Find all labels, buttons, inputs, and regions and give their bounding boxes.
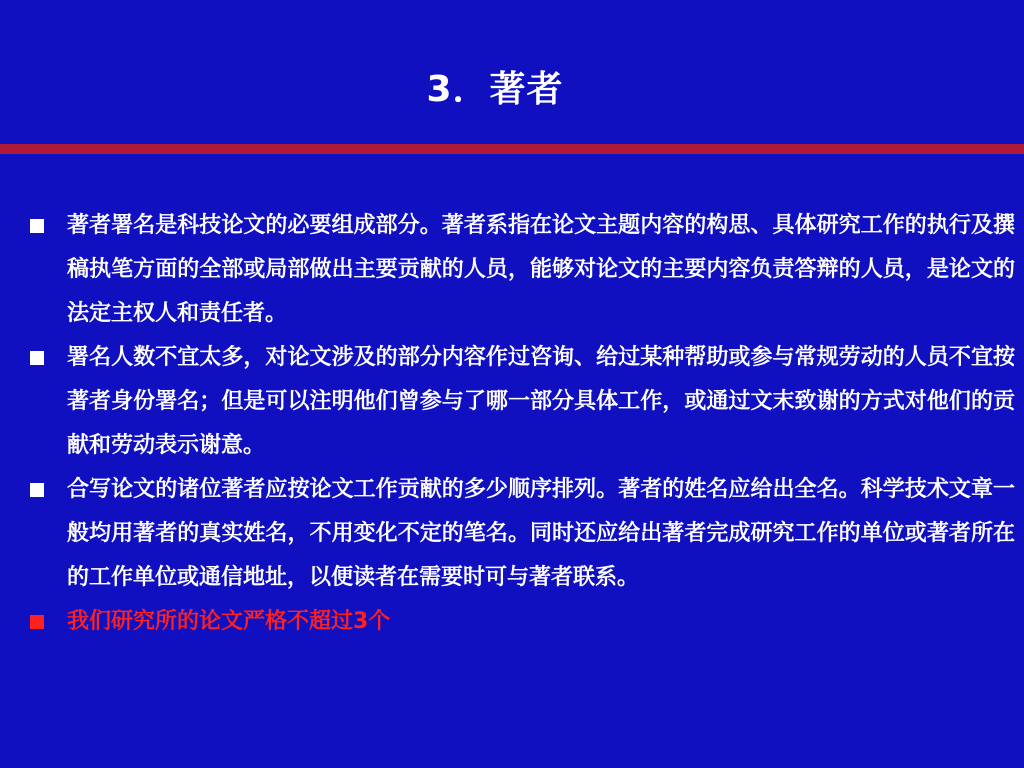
title-divider <box>0 144 1024 154</box>
square-bullet-icon <box>30 219 44 233</box>
bullet-item-institute-rule <box>30 600 1015 644</box>
bullet-text: 我们研究所的论文严格不超过3个 <box>67 609 391 634</box>
bullet-item-author-order <box>30 468 1015 600</box>
bullet-list <box>30 204 1015 644</box>
square-bullet-icon <box>30 351 44 365</box>
bullet-text: 合写论文的诸位著者应按论文工作贡献的多少顺序排列。著者的姓名应给出全名。科学技术文章一般均用著者的真实姓名，不用变化不定的笔名。同时还应给出著者完成研究工作的单位或著者所在的工作单位或通信地址，以便读者在需要时可与著者联系。 <box>67 477 1015 590</box>
slide-title: 3．著者 <box>426 69 564 110</box>
bullet-item-authorship-definition <box>30 204 1015 336</box>
bullet-text: 署名人数不宜太多，对论文涉及的部分内容作过咨询、给过某种帮助或参与常规劳动的人员不宜按著者身份署名；但是可以注明他们曾参与了哪一部分具体工作，或通过文末致谢的方式对他们的贡献和劳动表示谢意。 <box>67 345 1015 458</box>
bullet-item-author-count <box>30 336 1015 468</box>
square-bullet-icon <box>30 483 44 497</box>
square-bullet-icon <box>30 615 44 629</box>
bullet-text: 著者署名是科技论文的必要组成部分。著者系指在论文主题内容的构思、具体研究工作的执行及撰稿执笔方面的全部或局部做出主要贡献的人员，能够对论文的主要内容负责答辩的人员，是论文的法定主权人和责任者。 <box>67 213 1015 326</box>
